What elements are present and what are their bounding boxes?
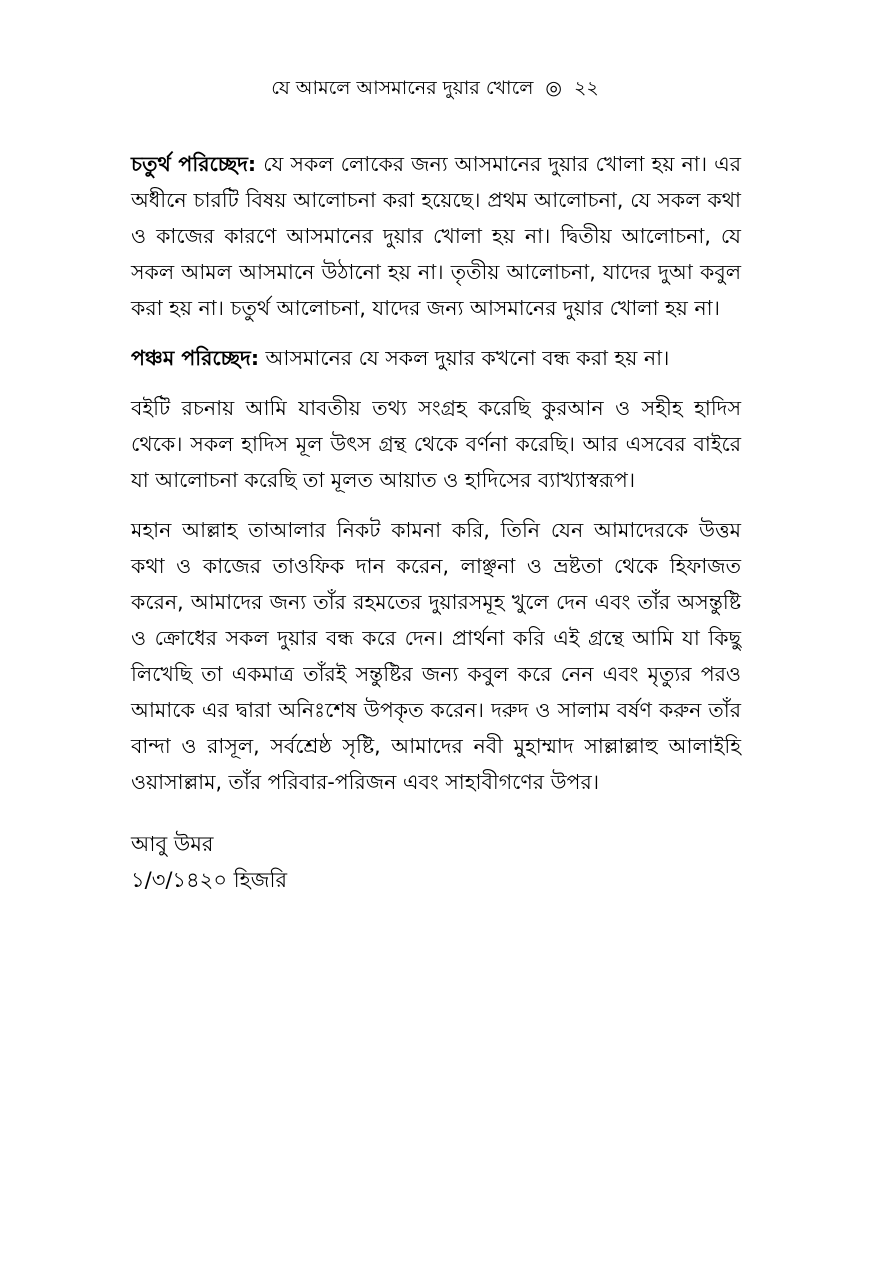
paragraph-text: আসমানের যে সকল দুয়ার কখনো বন্ধ করা হয় না। bbox=[259, 346, 670, 370]
header-separator-icon: ◎ bbox=[545, 77, 562, 99]
chapter-label: পঞ্চম পরিচ্ছেদ: bbox=[131, 346, 260, 370]
paragraph-text: যে সকল লোকের জন্য আসমানের দুয়ার খোলা হয় না। এর অধীনে চারটি বিষয় আলোচনা করা হয়েছে। প্রথম আলোচনা, যে সকল কথা ও কাজের কারণে আসমানের দুয়ার খোলা হয় না। দ্বিতীয় আলোচনা, যে সকল আমল আসমানে উঠানো হয় না। তৃতীয় আলোচনা, যাদের দুআ কবুল করা হয় না। চতুর্থ আলোচনা, যাদের জন্য আসমানের দুয়ার খোলা হয় না। bbox=[131, 152, 741, 320]
header-title: যে আমলে আসমানের দুয়ার খোলে bbox=[271, 77, 534, 99]
page-number: ২২ bbox=[574, 77, 599, 99]
body-text bbox=[131, 146, 741, 814]
paragraph-sources bbox=[131, 390, 741, 498]
paragraph-text: বইটি রচনায় আমি যাবতীয় তথ্য সংগ্রহ করেছি কুরআন ও সহীহ হাদিস থেকে। সকল হাদিস মূল উৎস গ্রন্থ থেকে বর্ণনা করেছি। আর এসবের বাইরে যা আলোচনা করেছি তা মূলত আয়াত ও হাদিসের ব্যাখ্যাস্বরূপ। bbox=[131, 396, 741, 492]
paragraph-chapter-four bbox=[131, 146, 741, 326]
signature-block bbox=[131, 826, 287, 898]
author-name: আবু উমর bbox=[131, 832, 214, 856]
running-header bbox=[0, 74, 870, 102]
paragraph-chapter-five bbox=[131, 340, 741, 376]
paragraph-text: মহান আল্লাহ তাআলার নিকট কামনা করি, তিনি যেন আমাদেরকে উত্তম কথা ও কাজের তাওফিক দান করেন, লাঞ্ছনা ও ভ্রষ্টতা থেকে হিফাজত করেন, আমাদের জন্য তাঁর রহমতের দুয়ারসমূহ খুলে দেন এবং তাঁর অসন্তুষ্টি ও ক্রোধের সকল দুয়ার বন্ধ করে দেন। প্রার্থনা করি এই গ্রন্থে আমি যা কিছু লিখেছি তা একমাত্র তাঁরই সন্তুষ্টির জন্য কবুল করে নেন এবং মৃত্যুর পরও আমাকে এর দ্বারা অনিঃশেষ উপকৃত করেন। দরুদ ও সালাম বর্ষণ করুন তাঁর বান্দা ও রাসূল, সর্বশ্রেষ্ঠ সৃষ্টি, আমাদের নবী মুহাম্মাদ সাল্লাল্লাহু আলাইহি ওয়াসাল্লাম, তাঁর পরিবার-পরিজন এবং সাহাবীগণের উপর। bbox=[131, 518, 741, 794]
chapter-label: চতুর্থ পরিচ্ছেদ: bbox=[131, 152, 257, 176]
signature-date: ১/৩/১৪২০ হিজরি bbox=[131, 868, 288, 892]
paragraph-prayer bbox=[131, 512, 741, 800]
